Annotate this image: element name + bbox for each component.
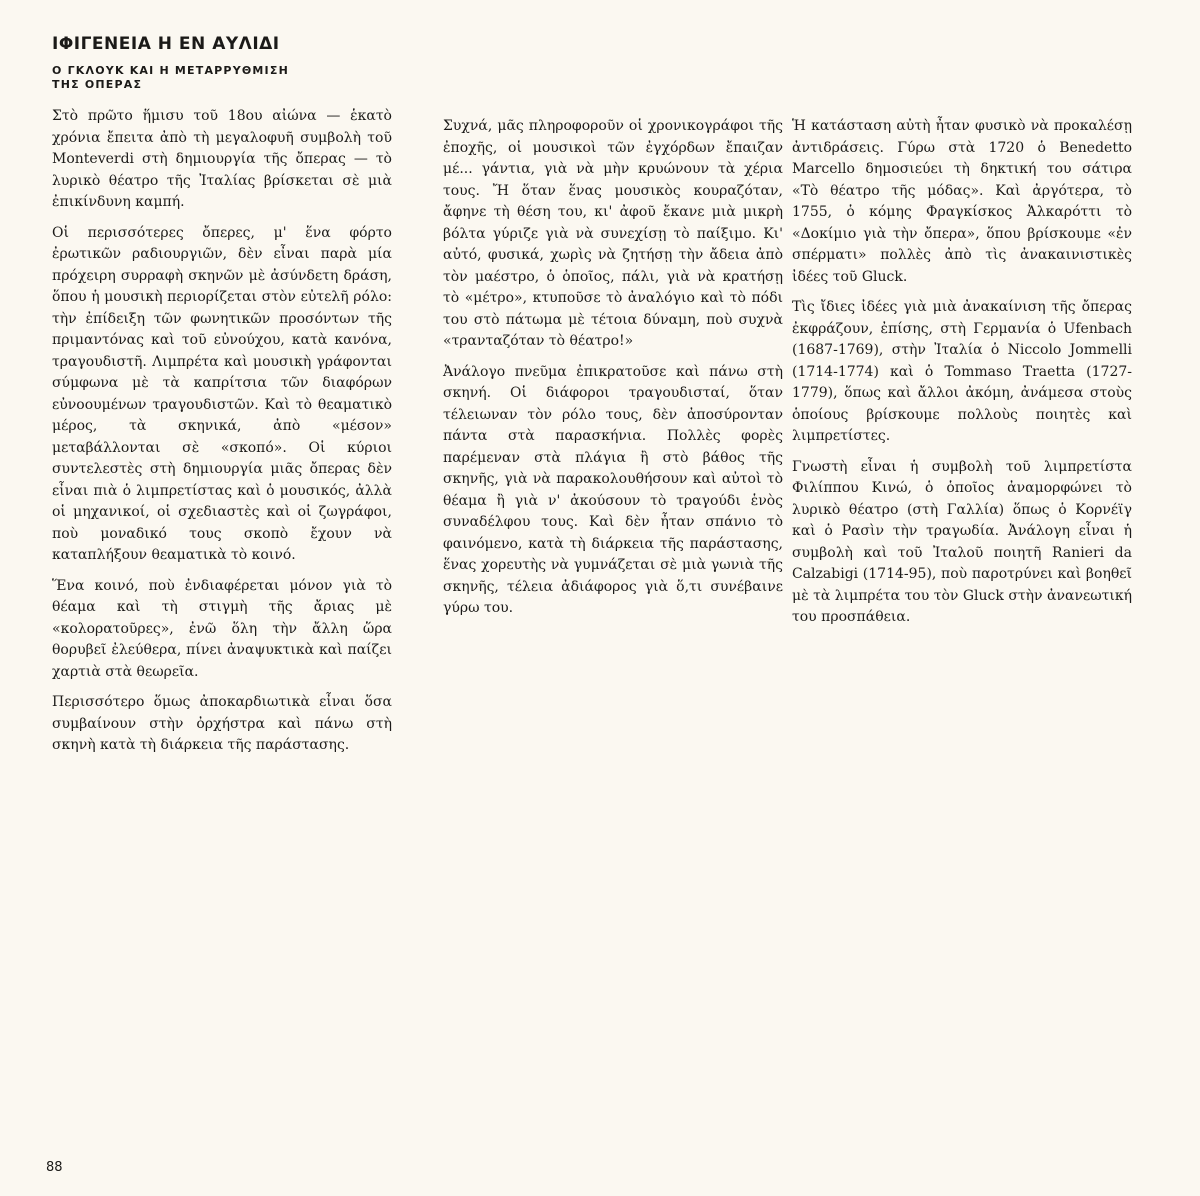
paragraph: Στὸ πρῶτο ἥμισυ τοῦ 18ου αἰώνα — ἑκατὸ χρόνια ἔπειτα ἀπὸ τὴ μεγαλοφυῆ συμβολὴ τοῦ Monteverdi στὴ δημιουργία τῆς ὄπερας — τὸ λυρικὸ θέατρο τῆς Ἰταλίας βρίσκεται σὲ μιὰ ἐπικίνδυνη καμπή. <box>52 108 392 210</box>
page-title: ΙΦΙΓΕΝΕΙΑ Η ΕΝ ΑΥΛΙΔΙ <box>52 34 280 54</box>
page-subtitle <box>52 64 372 92</box>
text-column-1 <box>52 106 392 766</box>
page-number: 88 <box>46 1160 63 1175</box>
paragraph: Οἱ περισσότερες ὄπερες, μ' ἕνα φόρτο ἐρωτικῶν ραδιουργιῶν, δὲν εἶναι παρὰ μία πρόχειρη συρραφὴ σκηνῶν μὲ ἀσύνδετη δράση, ὅπου ἡ μουσικὴ περιορίζεται στὸν εὐτελῆ ρόλο: τὴν ἐπίδειξη τῶν φωνητικῶν προσόντων τῆς πριμαντόνας καὶ τοῦ εὐνούχου, κατὰ κανόνα, τραγουδιστῆ. Λιμπρέτα καὶ μουσικὴ γράφονται σύμφωνα μὲ τὰ καπρίτσια τῶν διαφόρων εὐνοουμένων τραγουδιστῶν. Καὶ τὸ θεαματικὸ μέρος, τὰ σκηνικά, ἀπὸ «μέσον» μεταβάλλονται σὲ «σκοπό». Οἱ κύριοι συντελεστὲς στὴ δημιουργία μιᾶς ὄπερας δὲν εἶναι πιὰ ὁ λιμπρετίστας καὶ ὁ μουσικός, ἀλλὰ οἱ μηχανικοί, οἱ σχεδιαστὲς καὶ οἱ ζωγράφοι, ποὺ μοναδικό τους σκοπὸ ἔχουν νὰ καταπλήξουν θεαματικὰ τὸ κοινό. <box>52 224 392 563</box>
subtitle-line: Ο ΓΚΛΟΥΚ ΚΑΙ Η ΜΕΤΑΡΡΥΘΜΙΣΗ <box>52 64 289 77</box>
paragraph: Ἀνάλογο πνεῦμα ἐπικρατοῦσε καὶ πάνω στὴ σκηνή. Οἱ διάφοροι τραγουδισταί, ὅταν τέλειωναν τὸν ρόλο τους, δὲν ἀποσύρονταν πάντα στὰ παρασκήνια. Πολλὲς φορὲς παρέμεναν στὰ πλάγια ἢ στὸ βάθος τῆς σκηνῆς, γιὰ νὰ παρακολουθήσουν καὶ αὐτοὶ τὸ θέαμα ἢ γιὰ ν' ἀκούσουν τὸ τραγούδι ἑνὸς συναδέλφου τους. Καὶ δὲν ἦταν σπάνιο τὸ φαινόμενο, κατὰ τὴ διάρκεια τῆς παράστασης, ἕνας χορευτὴς νὰ γυμνάζεται σὲ μιὰ γωνιὰ τῆς σκηνῆς, τέλεια ἀδιάφορος γιὰ ὅ,τι συνέβαινε γύρω του. <box>443 363 783 616</box>
paragraph: Περισσότερο ὅμως ἀποκαρδιωτικὰ εἶναι ὅσα συμβαίνουν στὴν ὀρχήστρα καὶ πάνω στὴ σκηνὴ κατὰ τὴ διάρκεια τῆς παράστασης. <box>52 694 392 753</box>
paragraph: Γνωστὴ εἶναι ἡ συμβολὴ τοῦ λιμπρετίστα Φιλίππου Κινώ, ὁ ὁποῖος ἀναμορφώνει τὸ λυρικὸ θέατρο (στὴ Γαλλία) ὅπως ὁ Κορνέϊγ καὶ ὁ Ρασὶν τὴν τραγωδία. Ἀνάλογη εἶναι ἡ συμβολὴ καὶ τοῦ Ἰταλοῦ ποιητῆ Ranieri da Calzabigi (1714-95), ποὺ παροτρύνει καὶ βοηθεῖ μὲ τὰ λιμπρέτα του τὸν Gluck στὴν ἀνανεωτική του προσπάθεια. <box>792 458 1132 625</box>
text-column-3 <box>792 116 1132 638</box>
text-column-2 <box>443 116 783 629</box>
subtitle-line: ΤΗΣ ΟΠΕΡΑΣ <box>52 78 143 91</box>
paragraph: Ἡ κατάσταση αὐτὴ ἦταν φυσικὸ νὰ προκαλέσῃ ἀντιδράσεις. Γύρω στὰ 1720 ὁ Benedetto Marcello δημοσιεύει τὴ δηκτική του σάτιρα «Τὸ θέατρο τῆς μόδας». Καὶ ἀργότερα, τὸ 1755, ὁ κόμης Φραγκίσκος Ἀλκαρόττι τὸ «Δοκίμιο γιὰ τὴν ὄπερα», ὅπου βρίσκουμε «ἐν σπέρματι» πολλὲς ἀπὸ τὶς ἀνακαινιστικὲς ἰδέες τοῦ Gluck. <box>792 118 1132 285</box>
paragraph: Ἕνα κοινό, ποὺ ἐνδιαφέρεται μόνον γιὰ τὸ θέαμα καὶ τὴ στιγμὴ τῆς ἄριας μὲ «κολορατοῦρες», ἐνῶ ὅλη τὴν ἄλλη ὥρα θορυβεῖ ἐλεύθερα, πίνει ἀναψυκτικὰ καὶ παίζει χαρτιὰ στὰ θεωρεῖα. <box>52 577 392 680</box>
paragraph: Συχνά, μᾶς πληροφοροῦν οἱ χρονικογράφοι τῆς ἐποχῆς, οἱ μουσικοὶ τῶν ἐγχόρδων ἔπαιζαν μέ... γάντια, γιὰ νὰ μὴν κρυώνουν τὰ χέρια τους. Ἤ ὅταν ἕνας μουσικὸς κουραζόταν, ἄφηνε τὴ θέση του, κι' ἀφοῦ ἔκανε μιὰ μικρὴ βόλτα γύριζε γιὰ νὰ συνεχίσῃ τὸ παίξιμο. Κι' αὐτό, φυσικά, χωρὶς νὰ ζητήσῃ τὴν ἄδεια ἀπὸ τὸν μαέστρο, ὁ ὁποῖος, πάλι, γιὰ νὰ κρατήσῃ τὸ «μέτρο», κτυποῦσε τὸ ἀναλόγιο καὶ τὸ πόδι του στὸ πάτωμα μὲ τέτοια δύναμη, ποὺ συχνὰ «τρανταζόταν τὸ θέατρο!» <box>443 118 783 349</box>
paragraph: Τὶς ἴδιες ἰδέες γιὰ μιὰ ἀνακαίνιση τῆς ὄπερας ἐκφράζουν, ἐπίσης, στὴ Γερμανία ὁ Ufenbach (1687-1769), στὴν Ἰταλία ὁ Niccolo Jommelli (1714-1774) καὶ ὁ Tommaso Traetta (1727-1779), ὅπως καὶ ἄλλοι ἀκόμη, ἀνάμεσα στοὺς ὁποίους βρίσκουμε πολλοὺς ποιητὲς καὶ λιμπρετίστες. <box>792 299 1132 444</box>
